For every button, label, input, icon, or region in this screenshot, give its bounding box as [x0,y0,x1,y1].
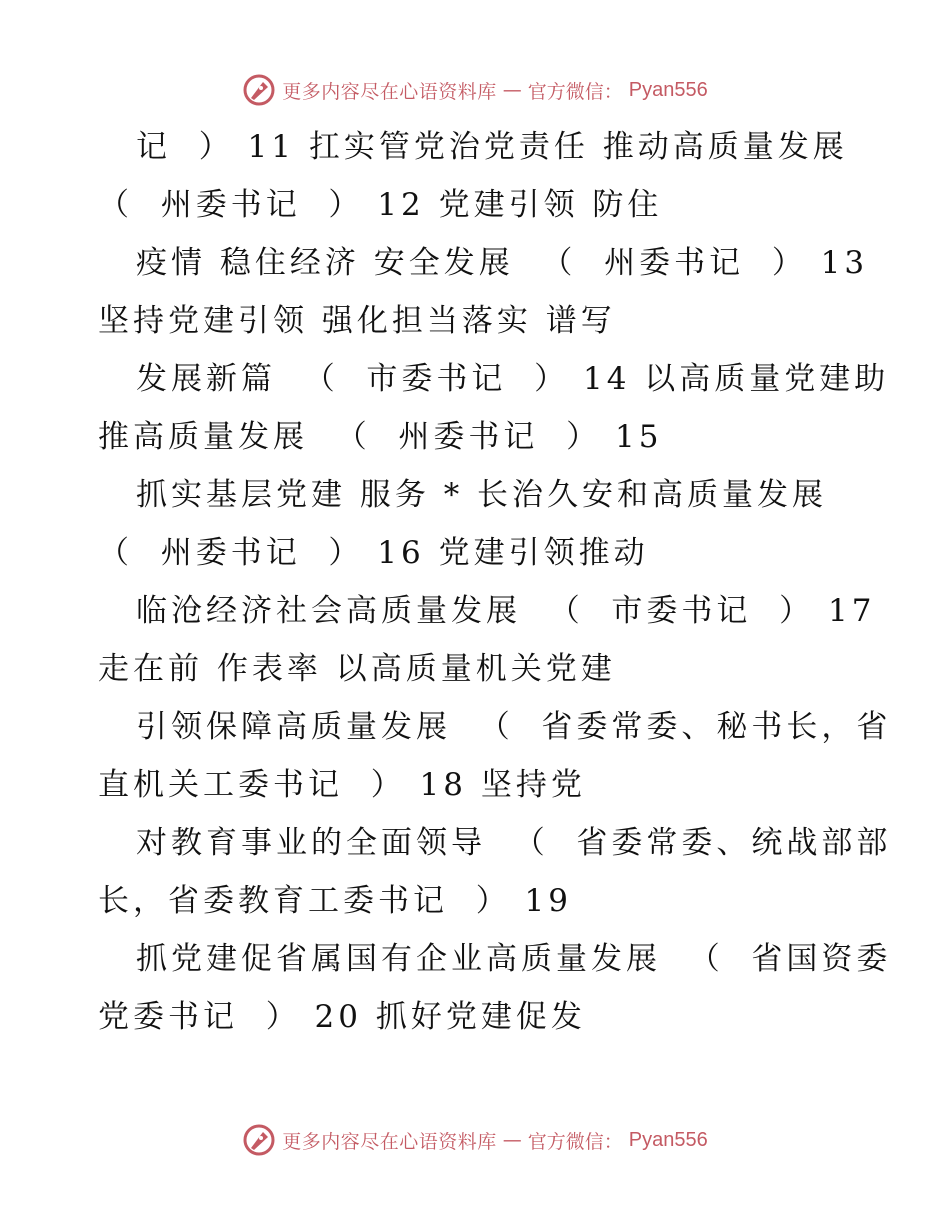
text-line: （ 州委书记 ） 12 党建引领 防住 [98,187,663,223]
watermark-official-label: 官方微信： [527,1130,623,1153]
text-line: 疫情 稳住经济 安全发展 （ 州委书记 ） 13 [136,245,869,281]
text-line: 抓党建促省属国有企业高质量发展 （ 省国资委 [136,941,892,977]
watermark-text: 更多内容尽在心语资料库 [282,80,497,103]
watermark-dash: — [502,79,522,101]
watermark-wechat-id: Pyan556 [628,1128,708,1151]
text-line: 记 ） 11 扛实管党治党责任 推动高质量发展 [136,129,848,165]
document-body [98,118,892,1046]
text-line: 对教育事业的全面领导 （ 省委常委、统战部部 [136,825,892,861]
watermark-official-label: 官方微信： [527,80,623,103]
text-line: 长，省委教育工委书记 ） 19 [98,883,573,919]
text-line: 引领保障高质量发展 （ 省委常委、秘书长，省 [136,709,892,745]
text-line: 推高质量发展 （ 州委书记 ） 15 [98,419,663,455]
pen-nib-logo-icon [242,1123,276,1157]
watermark-text: 更多内容尽在心语资料库 [282,1130,497,1153]
header-watermark [0,70,950,110]
watermark-dash: — [502,1129,522,1151]
text-line: 抓实基层党建 服务 * 长治久安和高质量发展 [136,477,828,513]
text-line: 直机关工委书记 ） 18 坚持党 [98,767,586,803]
pen-nib-logo-icon [242,73,276,107]
footer-watermark [0,1120,950,1160]
text-line: 党委书记 ） 20 抓好党建促发 [98,999,586,1035]
text-line: 坚持党建引领 强化担当落实 谱写 [98,303,616,339]
text-line: 走在前 作表率 以高质量机关党建 [98,651,616,687]
text-line: 临沧经济社会高质量发展 （ 市委书记 ） 17 [136,593,876,629]
watermark-wechat-id: Pyan556 [628,78,708,101]
text-line: （ 州委书记 ） 16 党建引领推动 [98,535,649,571]
text-line: 发展新篇 （ 市委书记 ） 14 以高质量党建助 [136,361,890,397]
